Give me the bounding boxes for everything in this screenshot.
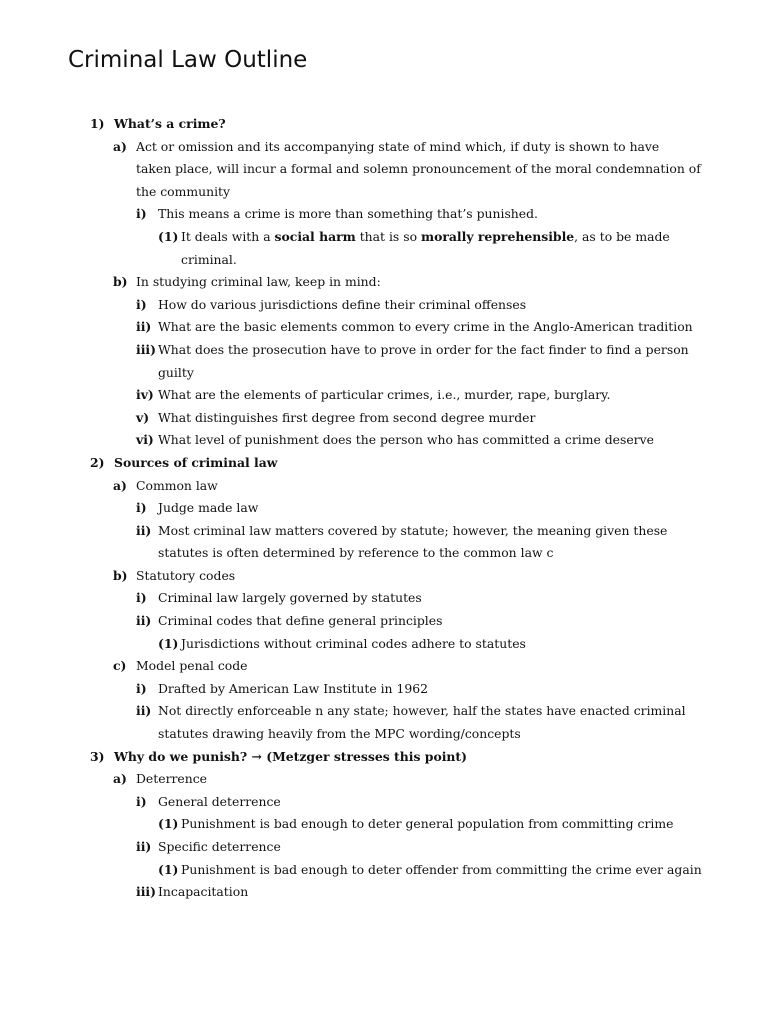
text-run: It deals with a — [181, 228, 275, 244]
item-marker: ii) — [136, 319, 152, 335]
item-marker: a) — [113, 477, 127, 493]
item-text: Judge made law — [158, 500, 259, 516]
item-marker: (1) — [158, 228, 179, 244]
outline-item — [0, 316, 768, 339]
outline-item-continuation — [0, 723, 768, 746]
item-marker: ii) — [136, 613, 152, 629]
item-text: Punishment is bad enough to deter general population from committing crime — [181, 816, 674, 832]
section-heading — [0, 452, 768, 475]
item-text: Jurisdictions without criminal codes adhere to statutes — [181, 635, 526, 651]
outline-item — [0, 136, 768, 159]
outline-item — [0, 610, 768, 633]
item-marker: iii) — [136, 341, 156, 357]
document-title: Criminal Law Outline — [68, 47, 308, 73]
item-marker: (1) — [158, 816, 179, 832]
item-marker: i) — [136, 680, 147, 696]
section-title — [114, 746, 467, 769]
item-text: How do various jurisdictions define their criminal offenses — [158, 296, 527, 312]
arrow-right-icon: → — [251, 748, 262, 764]
item-text: Not directly enforceable n any state; however, half the states have enacted criminal — [158, 703, 686, 719]
outline-item — [0, 655, 768, 678]
text-run: that is so — [355, 228, 421, 244]
outline-item — [0, 384, 768, 407]
item-marker: v) — [136, 409, 150, 425]
item-text: Deterrence — [136, 771, 208, 787]
item-text: In studying criminal law, keep in mind: — [136, 274, 381, 290]
text-run: (Metzger stresses this point) — [261, 748, 468, 764]
item-marker: iv) — [136, 387, 154, 403]
item-marker: vi) — [136, 432, 154, 448]
section-heading — [0, 113, 768, 136]
item-text: What does the prosecution have to prove in order for the fact finder to find a person — [158, 341, 689, 357]
outline-item — [0, 700, 768, 723]
outline-item-continuation — [0, 181, 768, 204]
item-marker: b) — [113, 567, 128, 583]
outline-item — [0, 813, 768, 836]
item-text: Specific deterrence — [158, 839, 281, 854]
outline-item — [0, 497, 768, 520]
section-heading — [0, 746, 768, 769]
item-text: Model penal code — [136, 658, 248, 674]
outline-item — [0, 881, 768, 904]
outline-item — [0, 429, 768, 452]
item-marker: ii) — [136, 522, 152, 538]
bold-term: morally reprehensible — [420, 228, 575, 244]
item-marker: b) — [113, 274, 128, 290]
item-text: criminal. — [181, 251, 237, 267]
outline-item — [0, 768, 768, 791]
outline-item — [0, 859, 768, 882]
item-marker: (1) — [158, 635, 179, 651]
item-text: Drafted by American Law Institute in 1962 — [158, 680, 429, 696]
bold-term: social harm — [274, 228, 356, 244]
outline-item-continuation — [0, 158, 768, 181]
outline — [0, 113, 768, 904]
outline-item — [0, 407, 768, 430]
outline-item — [0, 226, 768, 249]
item-text: What are the basic elements common to every crime in the Anglo-American tradition — [158, 319, 693, 335]
item-marker: i) — [136, 590, 147, 606]
section-title: Sources of criminal law — [114, 454, 278, 470]
item-text: Criminal law largely governed by statutes — [158, 590, 422, 606]
item-text: the community — [136, 183, 231, 199]
outline-item-continuation — [0, 362, 768, 385]
item-text: Punishment is bad enough to deter offender from committing the crime ever again — [181, 861, 702, 877]
item-text: Act or omission and its accompanying state of mind which, if duty is shown to have — [136, 138, 660, 154]
item-marker: ii) — [136, 703, 152, 719]
item-marker: a) — [113, 771, 127, 787]
outline-item — [0, 294, 768, 317]
item-marker: i) — [136, 500, 147, 516]
outline-item — [0, 520, 768, 543]
item-text: statutes drawing heavily from the MPC wording/concepts — [158, 726, 521, 742]
outline-item — [0, 271, 768, 294]
item-text: Most criminal law matters covered by statute; however, the meaning given these — [158, 522, 668, 538]
item-marker: iii) — [136, 884, 156, 900]
item-marker: c) — [113, 658, 127, 674]
item-text: Common law — [136, 477, 218, 493]
item-text: Statutory codes — [136, 567, 236, 583]
item-marker: (1) — [158, 861, 179, 877]
section-number: 2) — [90, 454, 105, 470]
section-number: 3) — [90, 748, 105, 764]
outline-item — [0, 633, 768, 656]
outline-item — [0, 339, 768, 362]
section-number: 1) — [90, 116, 105, 131]
item-text: guilty — [158, 364, 194, 380]
item-marker: i) — [136, 793, 147, 809]
outline-item — [0, 791, 768, 814]
item-text: What distinguishes first degree from second degree murder — [158, 409, 536, 425]
item-marker: ii) — [136, 839, 152, 854]
item-text — [181, 226, 670, 249]
outline-item-continuation — [0, 542, 768, 565]
outline-item — [0, 565, 768, 588]
item-marker: i) — [136, 296, 147, 312]
text-run: Why do we punish? — [114, 748, 252, 764]
text-run: , as to be made — [574, 228, 670, 244]
item-text: statutes is often determined by reference to the common law c — [158, 545, 554, 561]
item-text: This means a crime is more than something that’s punished. — [158, 206, 538, 222]
item-text: General deterrence — [158, 793, 281, 809]
outline-item-continuation — [0, 249, 768, 272]
outline-item — [0, 836, 768, 859]
item-marker: i) — [136, 206, 147, 222]
outline-item — [0, 475, 768, 498]
item-text: taken place, will incur a formal and solemn pronouncement of the moral condemnation of — [136, 161, 701, 177]
outline-item — [0, 203, 768, 226]
item-text: Criminal codes that define general principles — [158, 613, 443, 629]
item-text: What are the elements of particular crimes, i.e., murder, rape, burglary. — [158, 387, 611, 403]
outline-item — [0, 678, 768, 701]
outline-item — [0, 587, 768, 610]
item-text: Incapacitation — [158, 884, 249, 900]
section-title: What’s a crime? — [114, 116, 226, 131]
item-text: What level of punishment does the person who has committed a crime deserve — [158, 432, 654, 448]
item-marker: a) — [113, 138, 127, 154]
